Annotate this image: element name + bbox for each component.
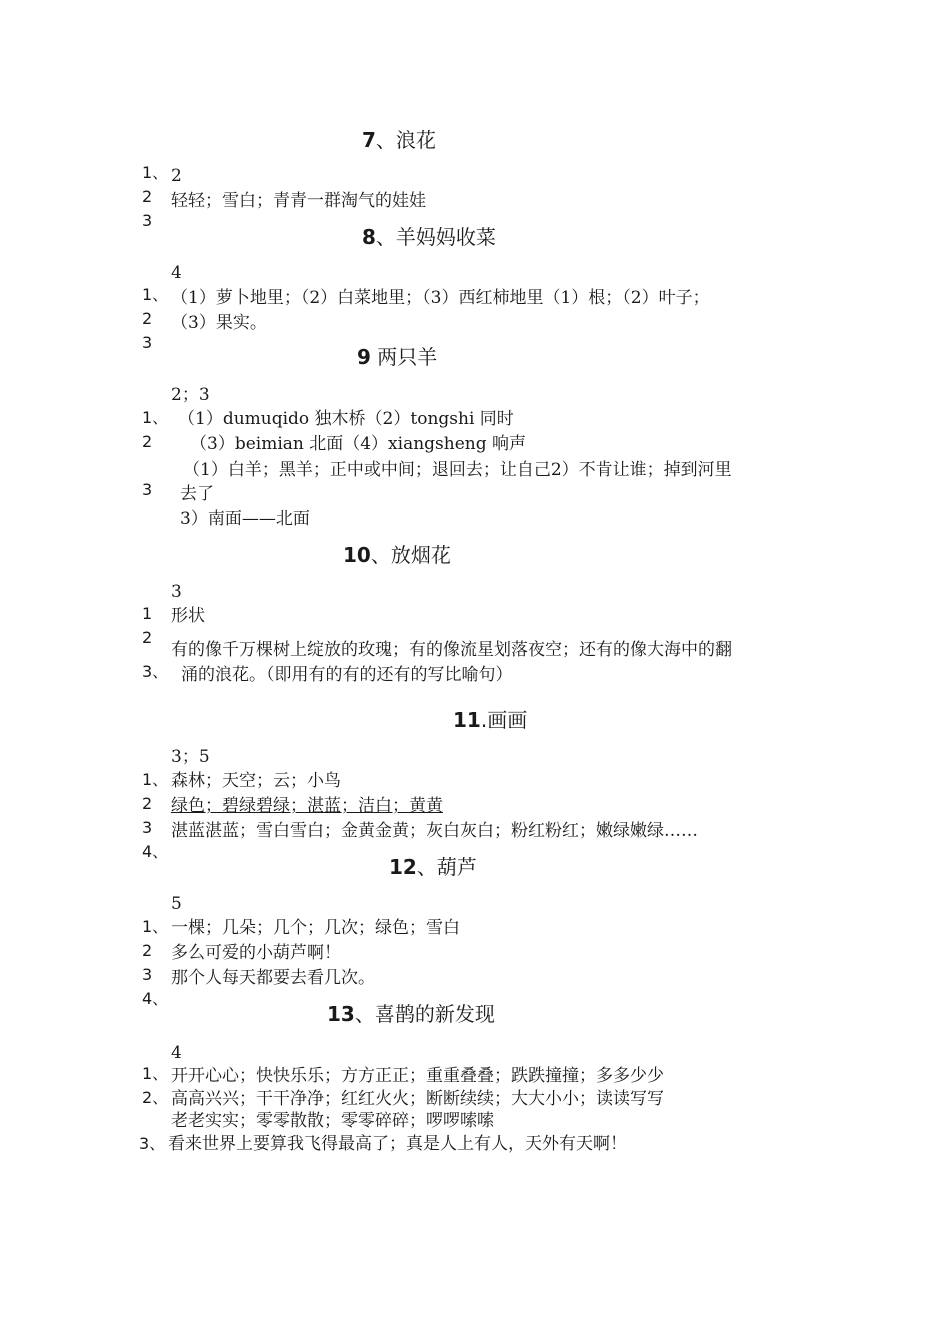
marker: 2 [142,309,153,328]
section-title-13: 13、喜鹊的新发现 [327,1002,495,1026]
marker: 1 [142,604,153,623]
answer-line: 森林；天空；云；小鸟 [171,771,341,791]
marker: 1、 [142,1064,169,1083]
answer-line: 涌的浪花。（即用有的有的还有的写比喻句） [181,665,513,685]
answer-line: 4 [171,1043,182,1063]
marker: 3 [142,480,153,499]
marker: 3、 [142,662,169,681]
answer-line: 2；3 [171,385,210,405]
answer-line: 绿色；碧绿碧绿；湛蓝；洁白；黄黄 [171,796,443,816]
answer-line: 3；5 [171,747,210,767]
marker: 1、 [142,408,169,427]
marker: 3 [142,211,153,230]
marker: 2 [142,794,153,813]
answer-line: 4 [171,263,182,283]
answer-line: 那个人每天都要去看几次。 [171,968,375,988]
marker: 1、 [142,917,169,936]
answer-line: 轻轻；雪白；青青一群淘气的娃娃 [171,191,426,211]
answer-line: 老老实实；零零散散；零零碎碎；啰啰嗦嗦 [171,1111,494,1131]
section-title-8: 8、羊妈妈收菜 [362,225,496,249]
section-title-12: 12、葫芦 [389,855,477,879]
marker: 2 [142,432,153,451]
section-title-7: 7、浪花 [362,128,436,152]
answer-line: 3 [171,582,182,602]
answer-line: （3）果实。 [171,313,267,333]
section-title-9: 9 两只羊 [357,345,438,369]
answer-line: 去了 [180,484,214,504]
answer-line: 看来世界上要算我飞得最高了；真是人上有人，天外有天啊！ [168,1134,627,1154]
answer-line: （1）萝卜地里；（2）白菜地里；（3）西红柿地里（1）根；（2）叶子； [171,288,710,308]
answer-line: 高高兴兴；干干净净；红红火火；断断续续；大大小小；读读写写 [171,1089,664,1109]
marker: 2 [142,941,153,960]
answer-line: 5 [171,894,182,914]
answer-line: 湛蓝湛蓝；雪白雪白；金黄金黄；灰白灰白；粉红粉红；嫩绿嫩绿…… [171,821,698,841]
answer-line: 形状 [171,606,205,626]
marker: 3 [142,965,153,984]
marker: 1、 [142,285,169,304]
marker: 2、 [142,1088,169,1107]
answer-line: （3）beimian 北面（4）xiangsheng 响声 [190,434,527,454]
answer-line: （1）白羊；黑羊；正中或中间；退回去；让自己2）不肯让谁；掉到河里 [183,460,732,480]
answer-line: 开开心心；快快乐乐；方方正正；重重叠叠；跌跌撞撞；多多少少 [171,1066,664,1086]
marker: 1、 [142,163,169,182]
marker: 4、 [142,842,169,861]
answer-line: 3）南面——北面 [180,509,310,529]
answer-line: 多么可爱的小葫芦啊！ [171,943,341,963]
answer-line: （1）dumuqido 独木桥（2）tongshi 同时 [178,409,514,429]
section-title-10: 10、放烟花 [343,543,451,567]
marker: 2 [142,628,153,647]
section-title-11: 11.画画 [453,708,528,732]
marker: 2 [142,187,153,206]
marker: 4、 [142,989,169,1008]
marker: 1、 [142,770,169,789]
marker: 3、 [139,1134,166,1153]
answer-line: 2 [171,166,182,186]
answer-line: 有的像千万棵树上绽放的玫瑰；有的像流星划落夜空；还有的像大海中的翻 [171,640,732,660]
marker: 3 [142,818,153,837]
answer-line: 一棵；几朵；几个；几次；绿色；雪白 [171,918,460,938]
marker: 3 [142,333,153,352]
